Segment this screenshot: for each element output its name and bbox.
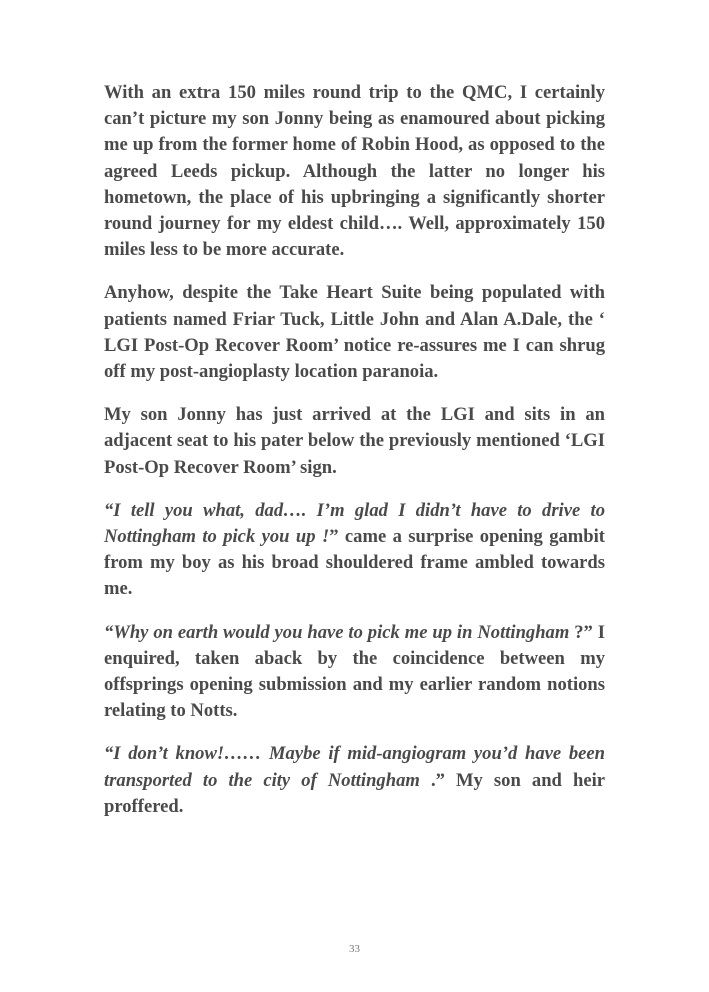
- page-body: [104, 80, 605, 837]
- paragraph-3-text: My son Jonny has just arrived at the LGI and sits in an adjacent seat to his pater below the previously mentioned ‘LGI Post-Op Recover Room’ sign.: [104, 404, 605, 478]
- paragraph-4: [104, 498, 605, 603]
- paragraph-6-speech: “I don’t know!…… Maybe if mid-angiogram you’d have been transported to the city of Nottingham: [104, 743, 605, 791]
- paragraph-5: [104, 620, 605, 725]
- paragraph-5-speech: “Why on earth would you have to pick me up in Nottingham: [104, 621, 570, 643]
- paragraph-4-text: ” came a surprise opening gambit from my boy as his broad shouldered frame ambled towards me.: [104, 526, 605, 600]
- paragraph-2-text: Anyhow, despite the Take Heart Suite being populated with patients named Friar Tuck, Little John and Alan A.Dale, the ‘ LGI Post-Op Recover Room’ notice re-assures me I can shrug off my post-angioplasty location paranoia.: [104, 282, 605, 383]
- page-number: 33: [349, 943, 360, 955]
- paragraph-1: [104, 80, 605, 263]
- paragraph-6: [104, 741, 605, 820]
- paragraph-2: [104, 280, 605, 385]
- paragraph-6-text: .” My son and heir proffered.: [104, 769, 606, 817]
- paragraph-3: [104, 402, 605, 481]
- paragraph-4-speech: “I tell you what, dad…. I’m glad I didn’t have to drive to Nottingham to pick you up !: [104, 499, 605, 548]
- paragraph-1-text: With an extra 150 miles round trip to the QMC, I certainly can’t picture my son Jonny being as enamoured about picking me up from the former home of Robin Hood, as opposed to the agreed Leeds pickup. Although the latter no longer his hometown, the place of his upbringing a significantly shorter round journey for my eldest child…. Well, approximately 150 miles less to be more accurate.: [104, 82, 605, 261]
- paragraph-5-text: ?” I enquired, taken aback by the coincidence between my offsprings opening submission and my earlier random notions relating to Notts.: [104, 621, 605, 722]
